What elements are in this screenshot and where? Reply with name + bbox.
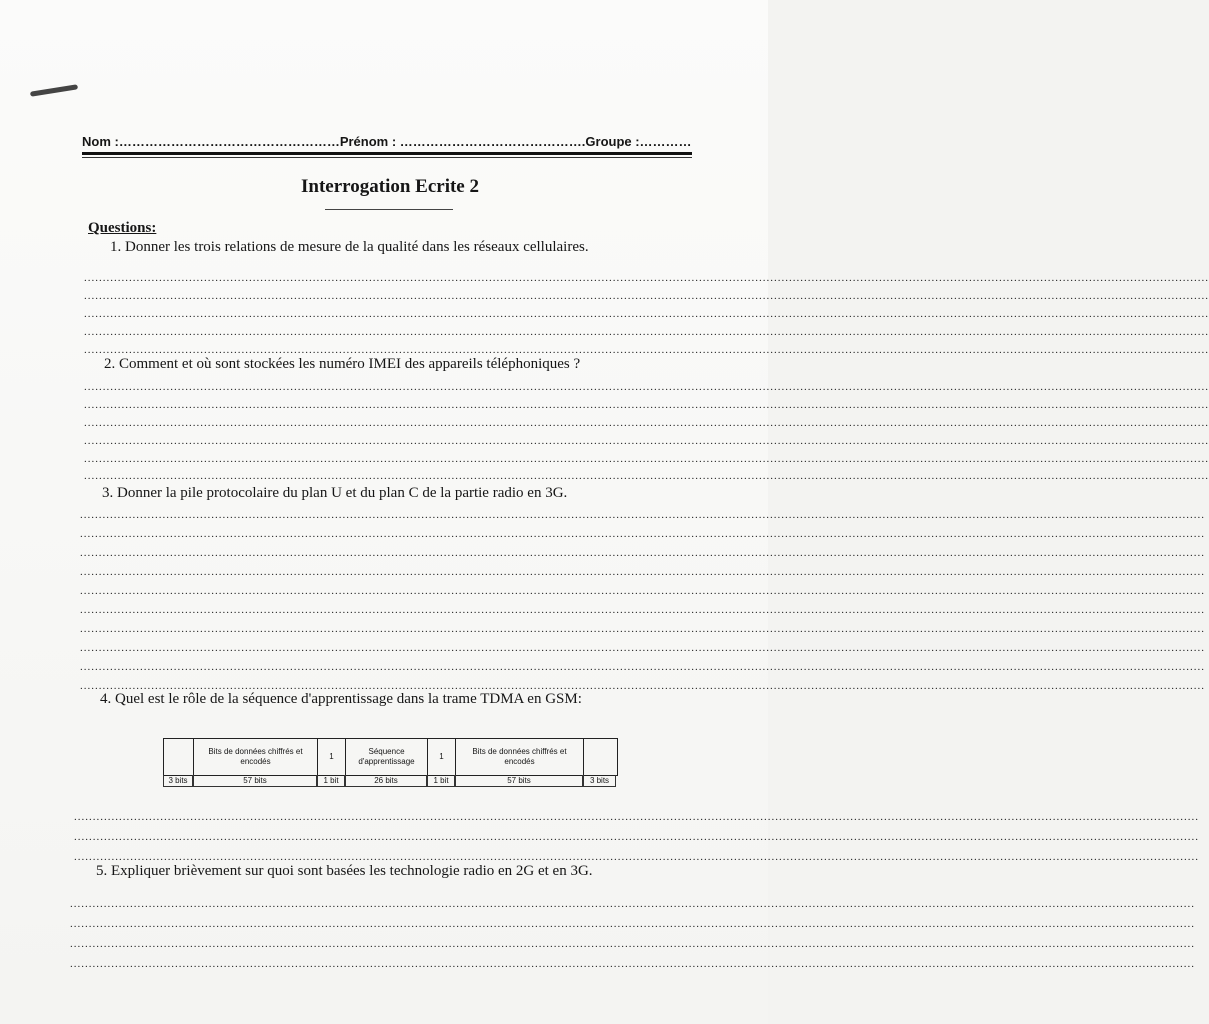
answer-line[interactable]: ............................................................................................................................................................................................................................................................................................................ <box>80 528 1205 540</box>
title-underline <box>325 209 453 210</box>
bit-count: 57 bits <box>455 775 583 787</box>
tdma-bit-counts <box>163 775 616 787</box>
header-rule-thick <box>82 152 692 155</box>
page-title: Interrogation Ecrite 2 <box>301 176 479 197</box>
bit-count: 1 bit <box>317 775 345 787</box>
answer-line[interactable]: ............................................................................................................................................................................................................................................................................................................ <box>80 623 1205 635</box>
bit-count: 3 bits <box>583 775 616 787</box>
answer-line[interactable]: ............................................................................................................................................................................................................................................................................................................ <box>80 661 1205 673</box>
tail-bits-field <box>164 739 194 775</box>
tail-bits-field <box>584 739 617 775</box>
questions-heading: Questions: <box>88 220 157 236</box>
answer-line[interactable]: ............................................................................................................................................................................................................................................................................................................ <box>80 547 1205 559</box>
answer-line[interactable]: ............................................................................................................................................................................................................................................................................................................ <box>70 918 1195 930</box>
answer-line[interactable]: ............................................................................................................................................................................................................................................................................................................ <box>84 381 1209 393</box>
bit-count: 57 bits <box>193 775 317 787</box>
answer-line[interactable]: ............................................................................................................................................................................................................................................................................................................ <box>84 417 1209 429</box>
header-rule-thin <box>82 157 692 158</box>
bit-count: 3 bits <box>163 775 193 787</box>
bit-count: 1 bit <box>427 775 455 787</box>
answer-line[interactable]: ............................................................................................................................................................................................................................................................................................................ <box>84 326 1209 338</box>
answer-line[interactable]: ............................................................................................................................................................................................................................................................................................................ <box>80 585 1205 597</box>
data-bits-field: Bits de données chiffrés et encodés <box>194 739 318 775</box>
answer-line[interactable]: ............................................................................................................................................................................................................................................................................................................ <box>70 898 1195 910</box>
answer-line[interactable]: ............................................................................................................................................................................................................................................................................................................ <box>84 435 1209 447</box>
student-info-line: Nom :……………………………………………Prénom : …………………………………….Groupe :………… <box>82 134 692 149</box>
question-4: 4. Quel est le rôle de la séquence d'apprentissage dans la trame TDMA en GSM: <box>100 691 582 707</box>
tdma-frame-diagram <box>163 738 618 776</box>
stealing-flag-field: 1 <box>428 739 456 775</box>
question-5: 5. Expliquer brièvement sur quoi sont basées les technologie radio en 2G et en 3G. <box>96 863 593 879</box>
answer-line[interactable]: ............................................................................................................................................................................................................................................................................................................ <box>80 680 1205 692</box>
answer-line[interactable]: ............................................................................................................................................................................................................................................................................................................ <box>84 290 1209 302</box>
answer-line[interactable]: ............................................................................................................................................................................................................................................................................................................ <box>74 851 1199 863</box>
answer-line[interactable]: ............................................................................................................................................................................................................................................................................................................ <box>84 344 1209 356</box>
answer-line[interactable]: ............................................................................................................................................................................................................................................................................................................ <box>80 604 1205 616</box>
data-bits-field: Bits de données chiffrés et encodés <box>456 739 584 775</box>
answer-line[interactable]: ............................................................................................................................................................................................................................................................................................................ <box>84 308 1209 320</box>
answer-line[interactable]: ............................................................................................................................................................................................................................................................................................................ <box>80 642 1205 654</box>
answer-line[interactable]: ............................................................................................................................................................................................................................................................................................................ <box>70 958 1195 970</box>
pen-mark <box>30 84 78 96</box>
training-sequence-field: Séquence d'apprentissage <box>346 739 428 775</box>
question-1: 1. Donner les trois relations de mesure de la qualité dans les réseaux cellulaires. <box>110 239 589 255</box>
answer-line[interactable]: ............................................................................................................................................................................................................................................................................................................ <box>74 831 1199 843</box>
question-2: 2. Comment et où sont stockées les numéro IMEI des appareils téléphoniques ? <box>104 356 581 372</box>
answer-line[interactable]: ............................................................................................................................................................................................................................................................................................................ <box>84 272 1209 284</box>
answer-line[interactable]: ............................................................................................................................................................................................................................................................................................................ <box>74 811 1199 823</box>
answer-line[interactable]: ............................................................................................................................................................................................................................................................................................................ <box>70 938 1195 950</box>
answer-line[interactable]: ............................................................................................................................................................................................................................................................................................................ <box>84 453 1209 465</box>
question-3: 3. Donner la pile protocolaire du plan U et du plan C de la partie radio en 3G. <box>102 485 568 501</box>
answer-line[interactable]: ............................................................................................................................................................................................................................................................................................................ <box>84 399 1209 411</box>
stealing-flag-field: 1 <box>318 739 346 775</box>
answer-line[interactable]: ............................................................................................................................................................................................................................................................................................................ <box>80 509 1205 521</box>
answer-line[interactable]: ............................................................................................................................................................................................................................................................................................................ <box>80 566 1205 578</box>
answer-line[interactable]: ............................................................................................................................................................................................................................................................................................................ <box>84 470 1209 482</box>
bit-count: 26 bits <box>345 775 427 787</box>
